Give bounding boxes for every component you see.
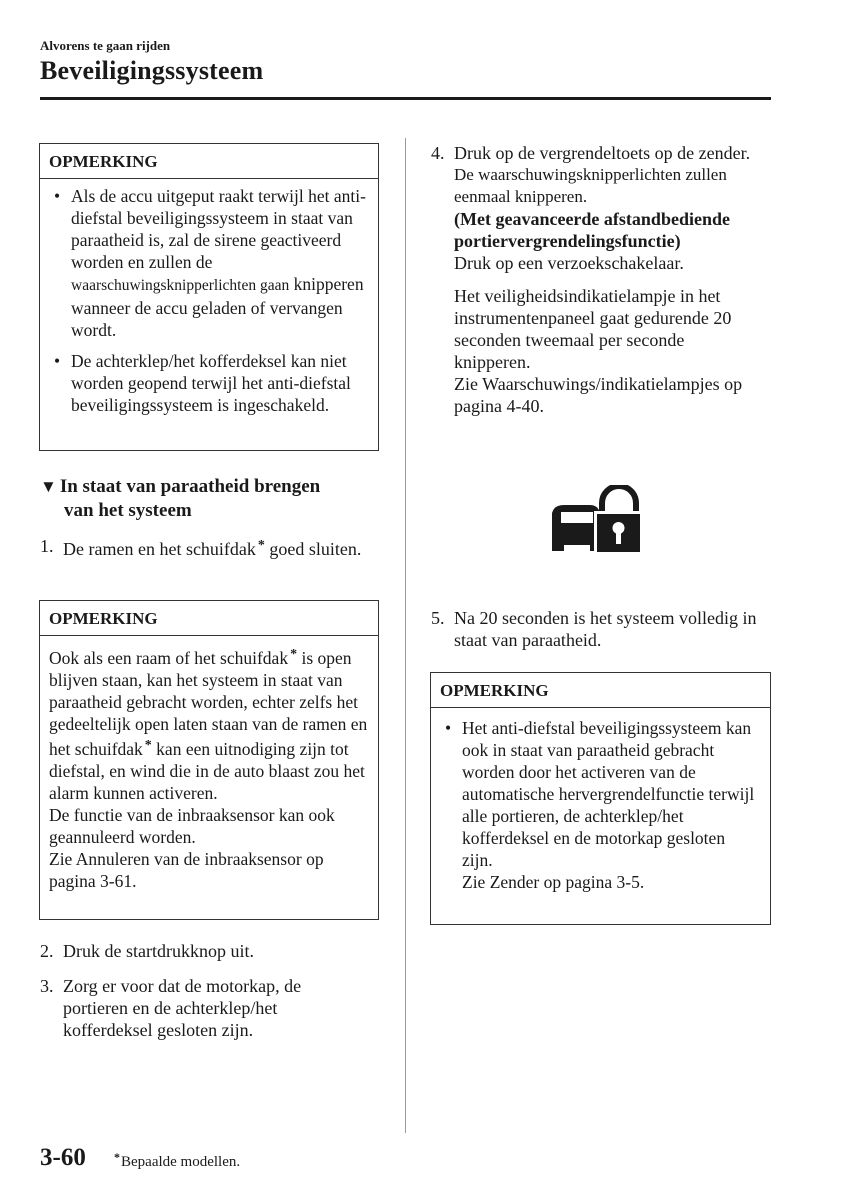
note-heading: OPMERKING <box>431 673 770 708</box>
step-text: Na 20 seconden is het systeem volledig in staat van paraatheid. <box>454 608 757 650</box>
step-text: De ramen en het schuifdak <box>63 539 256 559</box>
step-number: 1. <box>40 536 54 556</box>
footnote-star: * <box>290 647 298 662</box>
column-divider <box>405 138 406 1133</box>
step-paragraph: Het veiligheidsindikatielampje in het instrumentenpaneel gaat gedurende 20 seconden tweemaal per seconde knipperen. <box>454 286 732 372</box>
page-number: 3-60 <box>40 1144 86 1171</box>
step-number: 4. <box>431 143 445 163</box>
note-box-battery <box>39 143 379 451</box>
triangle-marker-icon: ▼ <box>40 477 57 496</box>
note-text: knipperen wanneer de accu geladen of vervangen wordt. <box>71 274 364 340</box>
step-3 <box>40 975 340 1041</box>
subheading <box>40 475 375 523</box>
note-box-auto-relock <box>430 672 771 925</box>
note-text: De achterklep/het kofferdeksel kan niet worden geopend terwijl het anti-diefstal beveiligingssysteem is ingeschakeld. <box>71 351 351 415</box>
step-text: Druk op de vergrendeltoets op de zender. <box>454 143 751 163</box>
page-title: Beveiligingssysteem <box>40 56 264 85</box>
note-text: Als de accu uitgeput raakt terwijl het anti-diefstal beveiligingssysteem in staat van paraatheid is, zal de sirene geactiveerd worden en zullen de <box>71 186 366 272</box>
note-heading: OPMERKING <box>40 144 378 179</box>
step-1 <box>40 535 380 560</box>
subheading-text-cont: van het systeem <box>64 500 192 521</box>
security-indicator-icon <box>550 485 645 557</box>
bullet: • <box>54 186 61 206</box>
footnote <box>114 1150 240 1171</box>
step-text: Druk op een verzoekschakelaar. <box>454 253 684 273</box>
note-heading: OPMERKING <box>40 601 378 636</box>
step-4 <box>431 142 771 417</box>
note-paragraph: Zie Annuleren van de inbraaksensor op pagina 3-61. <box>49 849 324 891</box>
step-text: Zorg er voor dat de motorkap, de portieren en de achterklep/het kofferdeksel gesloten zijn. <box>63 976 302 1040</box>
footnote-text: Bepaalde modellen. <box>121 1154 241 1170</box>
note-text: Het anti-diefstal beveiligingssysteem kan ook in staat van paraatheid gebracht worden door het activeren van de automatische hervergrendelfunctie terwijl alle portieren, de achterklep/het kofferdeksel en de motorkap gesloten zijn. <box>462 718 755 870</box>
footnote-star: * <box>114 1150 120 1164</box>
bullet: • <box>54 351 61 371</box>
section-label: Alvorens te gaan rijden <box>40 38 171 53</box>
note-reference: Zie Zender op pagina 3-5. <box>462 872 645 892</box>
step-2 <box>40 940 380 962</box>
footnote-star: * <box>257 538 265 553</box>
list-item <box>440 717 762 893</box>
step-number: 2. <box>40 941 54 961</box>
note-paragraph: De functie van de inbraaksensor kan ook geannuleerd worden. <box>49 805 335 847</box>
list-item <box>49 350 370 416</box>
footnote-star: * <box>144 738 152 753</box>
step-number: 5. <box>431 608 445 628</box>
step-number: 3. <box>40 976 54 996</box>
step-text: Druk de startdrukknop uit. <box>63 941 254 961</box>
subheading-text: In staat van paraatheid brengen <box>59 476 321 497</box>
note-box-window <box>39 600 379 920</box>
note-text-small: waarschuwingsknipperlichten gaan <box>71 277 290 294</box>
note-paragraph: Ook als een raam of het schuifdak * is open blijven staan, kan het systeem in staat van paraatheid gebracht worden, echter zelfs het gedeeltelijk open laten staan van de ramen en het schuifdak * kan een uitnodiging zijn tot diefstal, en wind die in de auto blaast zou het alarm kunnen activeren. <box>49 647 368 803</box>
list-item <box>49 185 370 341</box>
step-text: goed sluiten. <box>264 539 362 559</box>
step-5 <box>431 607 776 651</box>
bullet: • <box>445 718 452 738</box>
step-bold-text: (Met geavanceerde afstandbediende portiervergrendelingsfunctie) <box>454 209 730 251</box>
title-rule <box>40 97 771 100</box>
step-paragraph: Zie Waarschuwings/indikatielampjes op pagina 4-40. <box>454 374 743 416</box>
step-subtext: De waarschuwingsknipperlichten zullen eenmaal knipperen. <box>454 165 727 206</box>
